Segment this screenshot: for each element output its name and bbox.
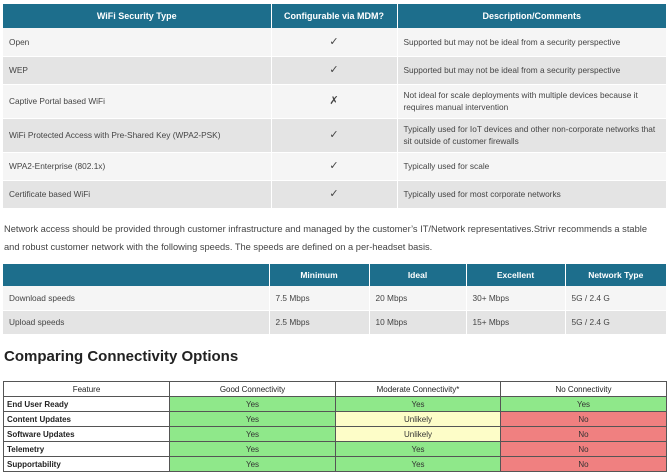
security-type: WiFi Protected Access with Pre-Shared Key (WPA2-PSK) xyxy=(3,118,271,152)
table-row xyxy=(4,457,667,472)
table-row xyxy=(4,442,667,457)
network-speed-table xyxy=(3,264,666,335)
header-minimum: Minimum xyxy=(269,264,369,286)
table-row xyxy=(3,152,666,180)
header-wifi-security-type: WiFi Security Type xyxy=(3,4,271,28)
speed-label: Download speeds xyxy=(3,286,269,310)
header-good-connectivity: Good Connectivity xyxy=(170,382,336,397)
cross-icon: ✗ xyxy=(271,84,397,118)
table-row xyxy=(4,397,667,412)
table-row xyxy=(3,180,666,208)
good-value: Yes xyxy=(170,397,336,412)
security-comment: Typically used for scale xyxy=(397,152,666,180)
security-comment: Supported but may not be ideal from a security perspective xyxy=(397,56,666,84)
moderate-value: Unlikely xyxy=(336,412,501,427)
check-icon: ✓ xyxy=(271,118,397,152)
none-value: No xyxy=(501,427,667,442)
check-icon: ✓ xyxy=(271,152,397,180)
network-access-paragraph: Network access should be provided through customer infrastructure and managed by the customer’s IT/Network representatives.Strivr recommends a stable and robust customer network with the following speeds. The speeds are defined on a per-headset basis. xyxy=(4,224,647,252)
table-row xyxy=(3,286,666,310)
table-row xyxy=(3,84,666,118)
table-row xyxy=(3,118,666,152)
none-value: Yes xyxy=(501,397,667,412)
check-icon: ✓ xyxy=(271,28,397,56)
speed-header-row xyxy=(3,264,666,286)
security-type: Certificate based WiFi xyxy=(3,180,271,208)
speed-minimum: 7.5 Mbps xyxy=(269,286,369,310)
wifi-security-table xyxy=(3,4,666,209)
speed-excellent: 30+ Mbps xyxy=(466,286,565,310)
feature-label: Supportability xyxy=(4,457,170,472)
table-row xyxy=(3,56,666,84)
good-value: Yes xyxy=(170,457,336,472)
moderate-value: Yes xyxy=(336,397,501,412)
table-row xyxy=(4,412,667,427)
speed-network-type: 5G / 2.4 G xyxy=(565,310,666,334)
header-configurable-via-mdm: Configurable via MDM? xyxy=(271,4,397,28)
table-row xyxy=(3,310,666,334)
header-excellent: Excellent xyxy=(466,264,565,286)
table-row xyxy=(3,28,666,56)
header-description: Description/Comments xyxy=(397,4,666,28)
wifi-security-header-row xyxy=(3,4,666,28)
feature-label: End User Ready xyxy=(4,397,170,412)
none-value: No xyxy=(501,457,667,472)
moderate-value: Yes xyxy=(336,442,501,457)
header-blank xyxy=(3,264,269,286)
feature-label: Content Updates xyxy=(4,412,170,427)
feature-label: Software Updates xyxy=(4,427,170,442)
moderate-value: Unlikely xyxy=(336,427,501,442)
speed-network-type: 5G / 2.4 G xyxy=(565,286,666,310)
comparison-header-row xyxy=(4,382,667,397)
security-comment: Supported but may not be ideal from a security perspective xyxy=(397,28,666,56)
header-network-type: Network Type xyxy=(565,264,666,286)
security-comment: Typically used for IoT devices and other non-corporate networks that sit outside of customer firewalls xyxy=(397,118,666,152)
security-type: WEP xyxy=(3,56,271,84)
table-row xyxy=(4,427,667,442)
check-icon: ✓ xyxy=(271,56,397,84)
header-feature: Feature xyxy=(4,382,170,397)
speed-ideal: 20 Mbps xyxy=(369,286,466,310)
connectivity-comparison-table xyxy=(3,381,667,472)
security-comment: Typically used for most corporate networks xyxy=(397,180,666,208)
moderate-value: Yes xyxy=(336,457,501,472)
speed-minimum: 2.5 Mbps xyxy=(269,310,369,334)
feature-label: Telemetry xyxy=(4,442,170,457)
security-comment: Not ideal for scale deployments with multiple devices because it requires manual intervention xyxy=(397,84,666,118)
good-value: Yes xyxy=(170,427,336,442)
check-icon: ✓ xyxy=(271,180,397,208)
security-type: Open xyxy=(3,28,271,56)
security-type: WPA2-Enterprise (802.1x) xyxy=(3,152,271,180)
speed-ideal: 10 Mbps xyxy=(369,310,466,334)
header-moderate-connectivity: Moderate Connectivity* xyxy=(336,382,501,397)
good-value: Yes xyxy=(170,442,336,457)
speed-excellent: 15+ Mbps xyxy=(466,310,565,334)
none-value: No xyxy=(501,412,667,427)
security-type: Captive Portal based WiFi xyxy=(3,84,271,118)
comparison-heading: Comparing Connectivity Options xyxy=(4,348,239,365)
none-value: No xyxy=(501,442,667,457)
header-ideal: Ideal xyxy=(369,264,466,286)
header-no-connectivity: No Connectivity xyxy=(501,382,667,397)
good-value: Yes xyxy=(170,412,336,427)
speed-label: Upload speeds xyxy=(3,310,269,334)
